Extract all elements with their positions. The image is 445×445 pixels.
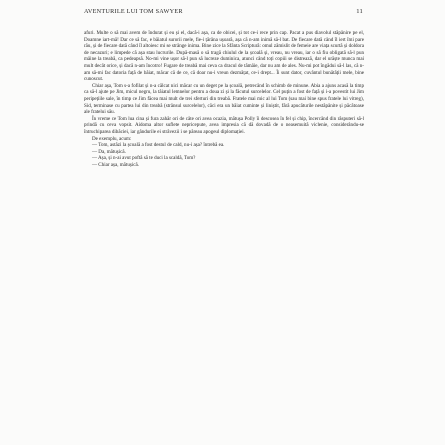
page-number: 11 xyxy=(356,8,363,15)
paragraph: — Așa, și n-ai avut poftă să te duci la scaldă, Tom? xyxy=(92,155,196,162)
running-header xyxy=(84,8,363,20)
running-title: AVENTURILE LUI TOM SAWYER xyxy=(84,8,183,15)
paragraph: — Tom, astăzi la școală a fost destul de cald, nu-i așa? întrebă ea. xyxy=(92,142,225,149)
paragraph: — Da, mătușică. xyxy=(92,148,126,155)
paragraph: Chiar așa, Tom s-a fofilat și n-a călcat nici măcar cu un deget pe la școală, petrecând în schimb de minune. Abia a ajuns acasă la timp ca să-l ajute pe Jim, micul negru, la tăiatul lemnelor pentru a doua zi și la făcutul surcelelor. Cel puțin a fost de față și i-a povestit lui Jim peripețiile sale, în timp ce Jim făcea mai mult de trei sferturi din treabă. Fratele mai mic al lui Tom (sau mai bine spus fratele lui vitreg), Sid, terminase cu partea lui din treabă (strânsul surcelelor), căci era un băiat cuminte și liniștit, fără apucăturile nestăpânite și păcătoase ale fratelui său. xyxy=(84,82,364,116)
paragraph: În vreme ce Tom lua cina și fura zahăr ori de câte ori avea ocazia, mătușa Polly îi descosea în fel și chip, încercând din răsputeri să-l prindă cu ceva vopsit. Aidoma altor suflete nepricepute, avea impresia că dă dovadă de o neasemuită viclenie, considerându-se întruchiparea dibăciei, iar gândurile ei străvezii i se păreau apogeul diplomației. xyxy=(84,115,364,135)
page-body xyxy=(84,30,364,168)
paragraph: afuri. Multe o să mai avem de îndurat și eu și el, dacă-i așa, ca de obicei, și tot ce-i rece prin cap. Pacat a pus diavolul stăpânire pe el, Doamne iart-mă! Dar ce să fac, e băiatul surorii mele, fie-i țărâna ușoară, așa că n-am inimă să-l bat. De fiecare dată când îl iert îmi pare rău, și de fiecare dată când îl altoiesc mi se strânge inima. Bine zice la Sfânta Scriptură: omul zămislit de femeie are viața scurtă și doldora de necazuri; e limpede că așa stau lucrurile. După-masă o să tragă chiulul de la școală și, vreau, nu vreau, iar o să fiu obligată să-l pun mâine la treabă, ca pedeapsă. No-mi vine ușor să-l pun să lucreze duminica, atunci când toți copiii se distrează, dar el urăște munca mai mult decât orice, și dacă n-am încotro! Fugare de treabă mai ceva ca dracul de tămâie, dar nu am de ales. Nu-mi pot îngădui să-l las, că n-am să-mi fac datoria față de băiat, măcar că de ce, că doar nu-i vreun dezmățat, ce-i drept... Îi sunt dator, cuvântul bunătății mele, bine cunoscut. xyxy=(84,30,364,83)
paragraph: — Chiar așa, mătușică. xyxy=(92,161,139,168)
paragraph: De exemplu, acum: xyxy=(92,135,132,142)
